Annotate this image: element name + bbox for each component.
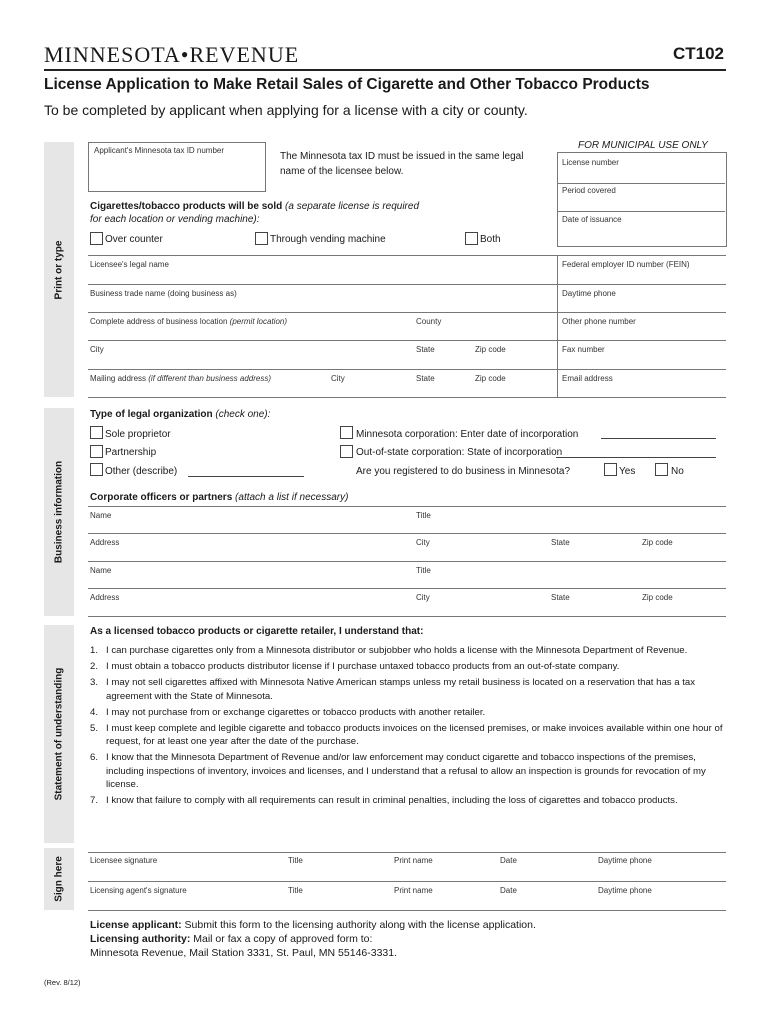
officer-zip-label: Zip code [642, 593, 673, 602]
daytime-phone-label: Daytime phone [598, 856, 652, 865]
sidebar-label: Statement of understanding [53, 667, 65, 801]
item-number: 2. [90, 661, 99, 673]
products-bold: Cigarettes/tobacco products will be sold [90, 201, 283, 212]
municipal-title: FOR MUNICIPAL USE ONLY [578, 140, 708, 151]
sidebar-label: Print or type [53, 240, 65, 299]
statement-item [90, 722, 726, 748]
header-rule [44, 69, 726, 71]
zip-label: Zip code [475, 345, 506, 354]
trade-name-label: Business trade name (doing business as) [90, 289, 237, 298]
item-text: I know that failure to comply with all requirements can result in criminal penalties, including the loss of cigarettes and tobacco products. [106, 795, 678, 807]
both-label: Both [480, 234, 501, 245]
out-of-state-label: Out-of-state corporation: State of incorporation [356, 447, 563, 458]
page-subtitle: To be completed by applicant when applying for a license with a city or county. [44, 102, 528, 118]
authority-label: Licensing authority: [90, 933, 191, 945]
incorporation-state-line[interactable] [556, 457, 716, 458]
page-title: License Application to Make Retail Sales of Cigarette and Other Tobacco Products [44, 76, 650, 93]
other-phone-label: Other phone number [562, 317, 636, 326]
tax-id-note: The Minnesota tax ID must be issued in the same legal name of the licensee below. [280, 151, 524, 177]
incorporation-date-line[interactable] [601, 438, 716, 439]
date-label: Date [500, 886, 517, 895]
applicant-label: License applicant: [90, 919, 182, 931]
other-org-label: Other (describe) [105, 466, 178, 477]
title-label: Title [288, 886, 303, 895]
sole-proprietor-checkbox[interactable] [90, 426, 103, 439]
sidebar-label: Business information [53, 460, 65, 564]
type-hint: (check one): [215, 409, 271, 420]
mailing-state-label: State [416, 374, 435, 383]
officer-2-city-field[interactable] [414, 589, 548, 615]
date-label: Date [500, 856, 517, 865]
statement-item [90, 644, 726, 657]
statement-item [90, 751, 726, 791]
partnership-checkbox[interactable] [90, 445, 103, 458]
officer-1-city-field[interactable] [414, 534, 548, 560]
item-number: 7. [90, 795, 99, 807]
officer-2-name-field[interactable] [88, 562, 413, 587]
type-label: Type of legal organization [90, 409, 213, 420]
officer-1-name-field[interactable] [88, 507, 413, 532]
mailing-hint: (if different than business address) [148, 374, 271, 383]
applicant-text: Submit this form to the licensing authority along with the license application. [184, 919, 536, 931]
no-label: No [671, 466, 684, 477]
officer-name-label: Name [90, 511, 112, 520]
sole-proprietor-label: Sole proprietor [105, 429, 171, 440]
officers-bold: Corporate officers or partners [90, 492, 233, 503]
fax-label: Fax number [562, 345, 605, 354]
print-name-label: Print name [394, 856, 433, 865]
item-number: 6. [90, 752, 99, 764]
daytime-phone-label: Daytime phone [562, 289, 616, 298]
address-hint: (permit location) [229, 317, 288, 326]
statement-item [90, 660, 726, 673]
tax-id-label: Applicant's Minnesota tax ID number [94, 146, 225, 155]
sidebar-sign-here [44, 848, 74, 910]
statement-list [90, 644, 726, 810]
yes-label: Yes [619, 466, 636, 477]
form-id: CT102 [672, 44, 724, 63]
other-org-checkbox[interactable] [90, 463, 103, 476]
revision-date: (Rev. 8/12) [44, 978, 81, 987]
officer-address-label: Address [90, 593, 120, 602]
officer-city-label: City [416, 593, 430, 602]
state-label: State [416, 345, 435, 354]
mailing-text: Mailing address [90, 374, 147, 383]
email-label: Email address [562, 374, 613, 383]
city-label: City [90, 345, 104, 354]
registered-no-checkbox[interactable] [655, 463, 668, 476]
officer-name-label: Name [90, 566, 112, 575]
officer-title-label: Title [416, 566, 431, 575]
authority-text: Mail or fax a copy of approved form to: [193, 933, 373, 945]
daytime-phone-label: Daytime phone [598, 886, 652, 895]
period-covered-label: Period covered [562, 186, 616, 195]
field-divider [88, 616, 726, 617]
other-describe-line[interactable] [188, 476, 304, 477]
item-text: I may not sell cigarettes affixed with Minnesota Native American stamps unless my retail business is located on a reservation that has a tax agreement with the State of Minnesota. [106, 677, 696, 702]
business-address-label [90, 317, 287, 326]
sidebar-label: Sign here [53, 856, 65, 902]
products-note-2: for each location or vending machine): [90, 214, 260, 225]
statement-item [90, 794, 726, 807]
license-number-label: License number [562, 158, 619, 167]
item-number: 1. [90, 645, 99, 656]
officers-hint: (attach a list if necessary) [235, 492, 349, 503]
over-counter-label: Over counter [105, 234, 163, 245]
agent-signature-label: Licensing agent's signature [90, 886, 187, 895]
authority-instruction [90, 933, 372, 945]
mailing-address-label [90, 374, 271, 383]
officer-state-label: State [551, 593, 570, 602]
divider [557, 211, 725, 212]
statement-heading: As a licensed tobacco products or cigarette retailer, I understand that: [90, 626, 424, 637]
divider [557, 183, 725, 184]
statement-item [90, 706, 726, 719]
applicant-instruction [90, 919, 536, 931]
brand-logo: MINNESOTA•REVENUE [44, 42, 300, 67]
officer-state-label: State [551, 538, 570, 547]
mn-corporation-label: Minnesota corporation: Enter date of incorporation [356, 429, 579, 440]
registered-yes-checkbox[interactable] [604, 463, 617, 476]
registered-question: Are you registered to do business in Minnesota? [356, 466, 571, 477]
item-text: I may not purchase from or exchange cigarettes or tobacco products with another retailer. [106, 706, 486, 718]
item-number: 4. [90, 706, 99, 718]
title-label: Title [288, 856, 303, 865]
officer-zip-label: Zip code [642, 538, 673, 547]
date-issuance-label: Date of issuance [562, 215, 622, 224]
legal-organization-label [90, 409, 270, 420]
both-checkbox[interactable] [465, 232, 478, 245]
print-name-label: Print name [394, 886, 433, 895]
mailing-zip-label: Zip code [475, 374, 506, 383]
vending-checkbox[interactable] [255, 232, 268, 245]
products-note: (a separate license is required [285, 201, 420, 212]
legal-name-label: Licensee's legal name [90, 260, 169, 269]
officer-1-address-field[interactable] [88, 534, 413, 560]
sidebar-statement [44, 625, 74, 843]
officer-city-label: City [416, 538, 430, 547]
products-sold-label [90, 201, 419, 212]
vending-label: Through vending machine [270, 234, 386, 245]
officer-1-title-field[interactable] [414, 507, 726, 532]
officer-title-label: Title [416, 511, 431, 520]
item-text: I must keep complete and legible cigarette and tobacco products invoices on the licensed premises, or make invoices available within one hour of request, for at least one year after the date of the purchase. [106, 723, 723, 748]
address-text: Complete address of business location [90, 317, 228, 326]
over-counter-checkbox[interactable] [90, 232, 103, 245]
mailing-address: Minnesota Revenue, Mail Station 3331, St. Paul, MN 55146-3331. [90, 947, 398, 959]
item-number: 3. [90, 677, 99, 689]
field-divider [88, 397, 726, 398]
licensee-signature-label: Licensee signature [90, 856, 158, 865]
mailing-city-label: City [331, 374, 345, 383]
mn-corporation-checkbox[interactable] [340, 426, 353, 439]
officer-2-address-field[interactable] [88, 589, 413, 615]
item-text: I must obtain a tobacco products distributor license if I purchase untaxed tobacco products from an out-of-state company. [106, 661, 620, 673]
fein-label: Federal employer ID number (FEIN) [562, 260, 690, 269]
partnership-label: Partnership [105, 447, 157, 458]
item-text: I know that the Minnesota Department of Revenue and/or law enforcement may conduct cigarette and tobacco inspections of the premises, including inspections of inventory, invoices and licenses, and I understand that a refusal to allow an inspection is grounds for revocation of my license. [106, 752, 706, 790]
out-of-state-checkbox[interactable] [340, 445, 353, 458]
sidebar-print-or-type [44, 142, 74, 397]
item-text: I can purchase cigarettes only from a Minnesota distributor or subjobber who holds a license with the Minnesota Department of Revenue. [106, 645, 688, 656]
item-number: 5. [90, 723, 99, 735]
sidebar-business-information [44, 408, 74, 616]
officers-label [90, 492, 348, 503]
county-label: County [416, 317, 442, 326]
statement-item [90, 676, 726, 702]
officer-address-label: Address [90, 538, 120, 547]
officer-2-title-field[interactable] [414, 562, 726, 587]
field-divider [88, 910, 726, 911]
city-field[interactable] [88, 341, 413, 368]
